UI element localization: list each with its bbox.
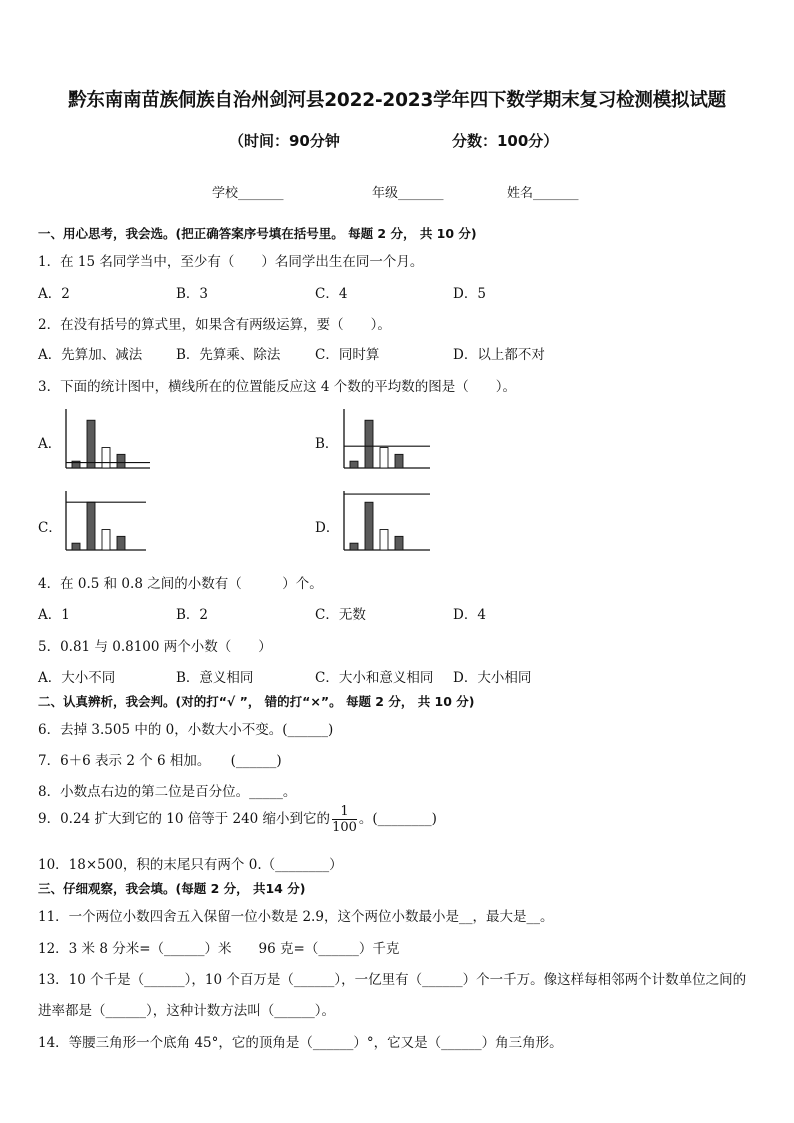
question-13: 13．10 个千是（______），10 个百万是（______），一亿里有（______）个一千万。像这样每相邻两个计数单位之间的 (38, 972, 747, 988)
question-13-continued: 进率都是（______），这种计数方法叫（______）。 (38, 1003, 335, 1019)
q9-numerator: 1 (332, 804, 357, 820)
question-12: 12．3 米 8 分米=（______）米 96 克=（______）千克 (38, 941, 400, 957)
question-7: 7．6＋6 表示 2 个 6 相加。 (______) (38, 753, 282, 769)
question-8: 8．小数点右边的第二位是百分位。_____。 (38, 784, 297, 800)
q3-chart-d (340, 490, 430, 554)
q3-label-d[interactable]: D． (315, 520, 340, 536)
chart-a-bar-4 (117, 454, 125, 468)
chart-d-bar-3 (380, 530, 388, 550)
question-1: 1．在 15 名同学当中，至少有（ ）名同学出生在同一个月。 (38, 254, 424, 270)
section-1-heading: 一、用心思考，我会选。(把正确答案序号填在括号里。 每题 2 分， 共 10 分) (38, 226, 477, 241)
question-6: 6．去掉 3.505 中的 0，小数大小不变。(______) (38, 722, 334, 738)
grade-field[interactable]: 年级_______ (372, 186, 444, 201)
chart-c-bar-4 (117, 536, 125, 550)
chart-b-bar-1 (350, 461, 358, 468)
q5-option-d[interactable]: D．大小相同 (453, 670, 532, 686)
question-11: 11．一个两位小数四舍五入保留一位小数是 2.9，这个两位小数最小是__，最大是__。 (38, 909, 554, 925)
chart-d-bar-2 (365, 502, 373, 550)
name-field[interactable]: 姓名_______ (507, 186, 579, 201)
exam-score: 分数：100分） (452, 132, 559, 150)
q9-text-start: 9．0.24 扩大到它的 10 倍等于 240 缩小到它的 (38, 811, 331, 827)
q5-option-b[interactable]: B．意义相同 (176, 670, 254, 686)
q9-fraction (332, 804, 357, 835)
question-2: 2．在没有括号的算式里，如果含有两级运算，要（ ）。 (38, 317, 391, 333)
q2-option-d[interactable]: D．以上都不对 (453, 347, 545, 363)
q5-option-c[interactable]: C．大小和意义相同 (315, 670, 434, 686)
question-9 (38, 804, 437, 835)
chart-d-bar-1 (350, 543, 358, 550)
q3-chart-b (340, 408, 430, 472)
question-4: 4．在 0.5 和 0.8 之间的小数有（ ）个。 (38, 576, 323, 592)
question-3: 3．下面的统计图中，横线所在的位置能反应这 4 个数的平均数的图是（ ）。 (38, 379, 517, 395)
q9-denominator: 100 (332, 820, 357, 835)
q1-option-d[interactable]: D．5 (453, 286, 486, 302)
q4-option-d[interactable]: D．4 (453, 607, 486, 623)
school-field[interactable]: 学校_______ (212, 186, 284, 201)
exam-time: （时间：90分钟 (229, 132, 340, 150)
chart-c-bar-1 (72, 543, 80, 550)
q3-label-a[interactable]: A． (38, 436, 62, 452)
q2-option-c[interactable]: C．同时算 (315, 347, 380, 363)
q3-label-c[interactable]: C． (38, 520, 62, 536)
q2-option-b[interactable]: B．先算乘、除法 (176, 347, 281, 363)
chart-c-bar-3 (102, 530, 110, 550)
q4-option-a[interactable]: A．1 (38, 607, 70, 623)
q3-chart-a (62, 408, 152, 472)
chart-a-bar-2 (87, 420, 95, 468)
q1-option-c[interactable]: C．4 (315, 286, 348, 302)
chart-d-bar-4 (395, 536, 403, 550)
section-3-heading: 三、仔细观察，我会填。(每题 2 分， 共14 分) (38, 881, 306, 896)
q9-text-end: 。(________) (358, 811, 437, 827)
chart-a-bar-3 (102, 448, 110, 468)
page-title: 黔东南南苗族侗族自治州剑河县2022-2023学年四下数学期末复习检测模拟试题 (68, 90, 726, 111)
q5-option-a[interactable]: A．大小不同 (38, 670, 116, 686)
q4-option-b[interactable]: B．2 (176, 607, 209, 623)
chart-c-bar-2 (87, 502, 95, 550)
q3-chart-c (62, 490, 152, 554)
q2-option-a[interactable]: A．先算加、减法 (38, 347, 143, 363)
q3-label-b[interactable]: B． (315, 436, 339, 452)
q4-option-c[interactable]: C．无数 (315, 607, 366, 623)
question-10: 10．18×500，积的末尾只有两个 0.（________） (38, 857, 343, 873)
chart-b-bar-4 (395, 454, 403, 468)
question-14: 14．等腰三角形一个底角 45°，它的顶角是（______）°，它又是（______）角三角形。 (38, 1035, 563, 1051)
section-2-heading: 二、认真辨析，我会判。(对的打“√ ”， 错的打“×”。 每题 2 分， 共 10 分) (38, 694, 475, 709)
chart-b-bar-2 (365, 420, 373, 468)
question-5: 5．0.81 与 0.8100 两个小数（ ） (38, 639, 272, 655)
q1-option-a[interactable]: A．2 (38, 286, 70, 302)
chart-b-bar-3 (380, 448, 388, 468)
q1-option-b[interactable]: B．3 (176, 286, 209, 302)
